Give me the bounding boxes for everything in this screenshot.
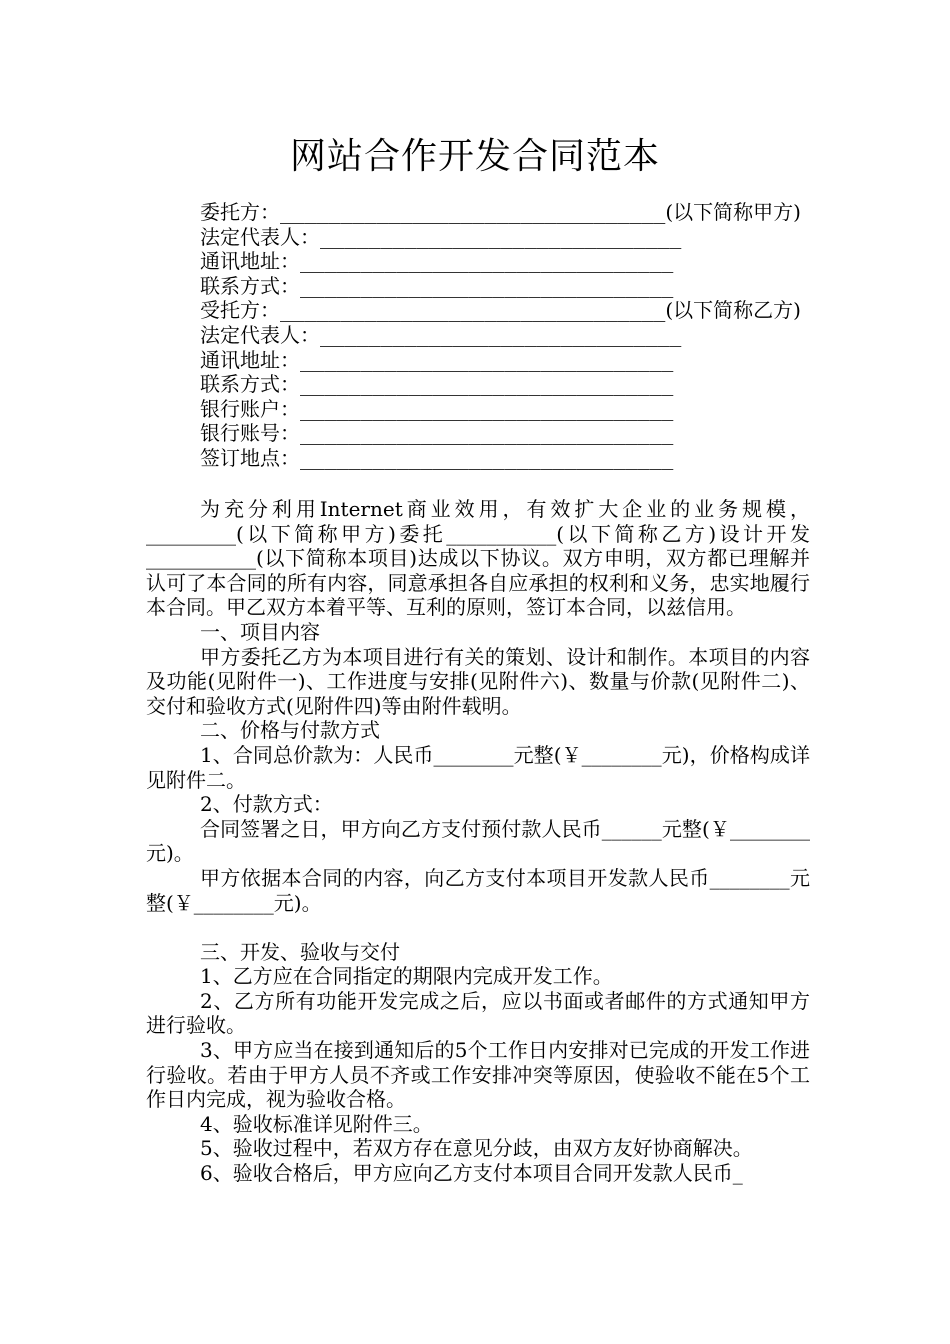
party-label: 银行账号：	[200, 421, 300, 446]
party-info-block	[200, 200, 810, 471]
list-item: 5、验收过程中，若双方存在意见分歧，由双方友好协商解决。	[200, 1136, 753, 1161]
party-row-client	[200, 200, 810, 225]
blank-line: ______________________________	[320, 224, 682, 249]
section-paragraph: 合同签署之日，甲方向乙方支付预付款人民币______元整(￥________元)。	[146, 816, 810, 866]
party-row	[200, 274, 810, 299]
contract-body	[146, 497, 810, 1186]
list-item: 3、甲方应当在接到通知后的5个工作日内安排对已完成的开发工作进行验收。若由于甲方人员不齐或工作安排冲突等原因，使验收不能在5个工作日内完成，视为验收合格。	[146, 1038, 810, 1112]
blank-line: _______________________________	[300, 347, 674, 372]
party-row	[200, 372, 810, 397]
blank-line: _______________________________	[300, 396, 674, 421]
blank-line: _______________________________	[300, 372, 674, 397]
party-row	[200, 397, 810, 422]
list-item: 4、验收标准详见附件三。	[200, 1111, 433, 1136]
section-paragraph: 2、付款方式：	[200, 792, 333, 817]
party-label: 银行账户：	[200, 396, 300, 421]
list-item: 1、乙方应在合同指定的期限内完成开发工作。	[200, 964, 613, 989]
section-paragraph: 甲方委托乙方为本项目进行有关的策划、设计和制作。本项目的内容及功能(见附件一)、工作进度与安排(见附件六)、数量与价款(见附件二)、交付和验收方式(见附件四)等由附件载明。	[146, 644, 810, 718]
party-label: 受托方：	[200, 298, 280, 323]
party-row-contractor	[200, 298, 810, 323]
party-label: 法定代表人：	[200, 224, 320, 249]
party-suffix: (以下简称甲方)	[665, 200, 801, 224]
intro-paragraph: 为充分利用Internet商业效用，有效扩大企业的业务规模，_________(以下简称甲方)委托___________(以下简称乙方)设计开发___________(以下简称本项目)达成以下协议。双方申明，双方都已理解并认可了本合同的所有内容，同意承担各自应承担的权利和义务，忠实地履行本合同。甲乙双方本着平等、互利的原则，签订本合同，以兹信用。	[146, 497, 810, 620]
section-paragraph: 1、合同总价款为：人民币________元整(￥________元)，价格构成详见附件二。	[146, 742, 810, 792]
blank-line: _______________________________	[300, 273, 674, 298]
list-item: 2、乙方所有功能开发完成之后，应以书面或者邮件的方式通知甲方进行验收。	[146, 988, 810, 1038]
section-heading: 三、开发、验收与交付	[200, 939, 400, 964]
party-row	[200, 421, 810, 446]
blank-line: _______________________________	[300, 445, 674, 470]
party-label: 法定代表人：	[200, 322, 320, 347]
party-label: 通讯地址：	[200, 249, 300, 274]
party-label: 签订地点：	[200, 445, 300, 470]
section-heading: 二、价格与付款方式	[200, 718, 380, 743]
blank-line: ________________________________	[280, 298, 666, 323]
list-item: 6、验收合格后，甲方应向乙方支付本项目合同开发款人民币_	[200, 1161, 743, 1186]
blank-line: _______________________________	[300, 249, 674, 274]
blank-line: _______________________________	[300, 421, 674, 446]
blank-line: ________________________________	[280, 200, 666, 224]
party-row	[200, 446, 810, 471]
blank-spacer	[146, 915, 810, 940]
blank-line: ______________________________	[320, 322, 682, 347]
party-row	[200, 323, 810, 348]
party-label: 通讯地址：	[200, 347, 300, 372]
party-label: 联系方式：	[200, 273, 300, 298]
section-heading: 一、项目内容	[200, 619, 320, 644]
party-row	[200, 225, 810, 250]
party-suffix: (以下简称乙方)	[665, 298, 801, 323]
document-title: 网站合作开发合同范本	[289, 136, 660, 177]
party-label: 委托方：	[200, 200, 280, 224]
party-label: 联系方式：	[200, 372, 300, 397]
party-row	[200, 249, 810, 274]
party-row	[200, 348, 810, 373]
section-paragraph: 甲方依据本合同的内容，向乙方支付本项目开发款人民币________元整(￥________元)。	[146, 865, 810, 915]
